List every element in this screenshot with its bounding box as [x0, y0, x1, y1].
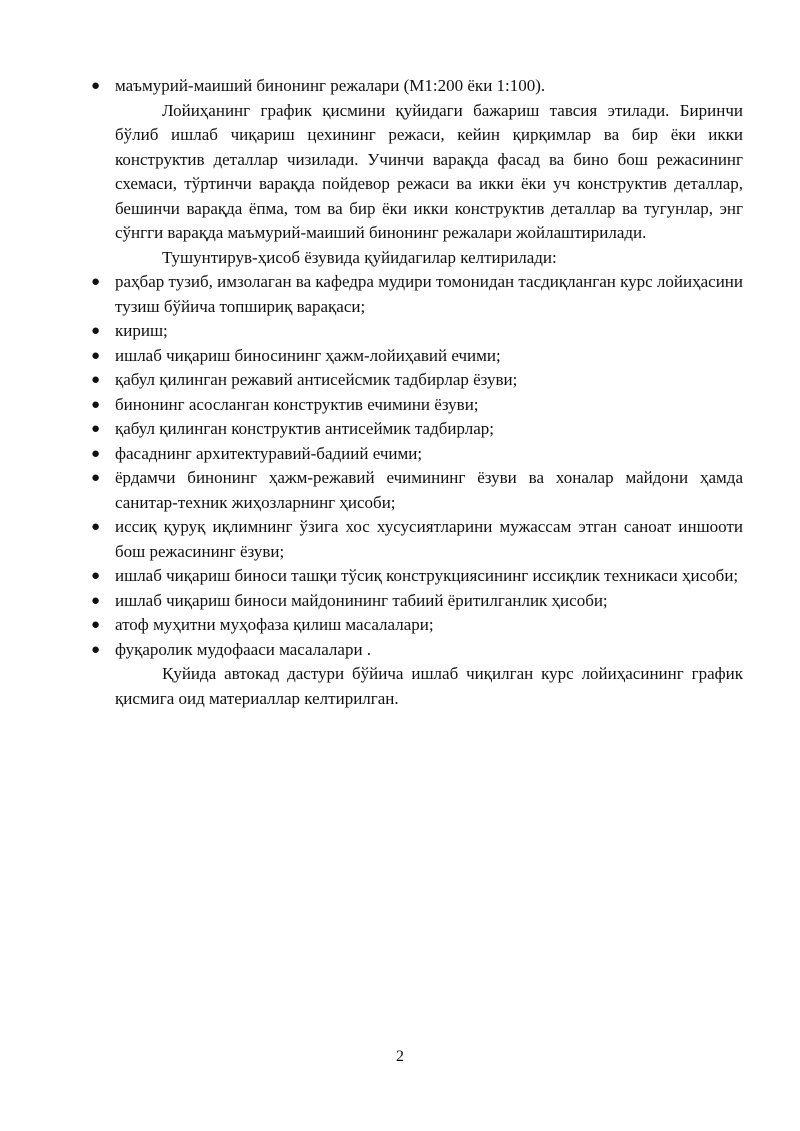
bullet-icon: ●	[91, 470, 101, 486]
list-item-text: фуқаролик мудофааси масалалари .	[115, 639, 372, 659]
list-item-text: бинонинг асосланган конструктив ечимини ёзуви;	[115, 394, 479, 414]
bullet-icon: ●	[91, 274, 101, 290]
bullet-icon: ●	[91, 445, 101, 462]
bullet-icon: ●	[91, 421, 101, 437]
list-item	[91, 589, 743, 614]
list-item	[91, 368, 743, 393]
list-item	[91, 638, 743, 663]
list-item-text: ишлаб чиқариш биноси ташқи тўсиқ конструкциясининг иссиқлик техникаси ҳисоби;	[115, 566, 739, 585]
list-item	[91, 270, 743, 319]
list-item-text: ишлаб чиқариш биносининг ҳажм-лойиҳавий ечими;	[115, 345, 501, 365]
list-item	[91, 613, 743, 638]
bullet-icon: ●	[91, 641, 101, 658]
bullet-icon: ●	[91, 372, 101, 388]
list-item	[91, 515, 743, 564]
bullet-list-contents	[91, 270, 743, 662]
list-item	[91, 442, 743, 467]
list-item-text: ёрдамчи бинонинг ҳажм-режавий ечимининг ёзуви ва хоналар майдони ҳамда санитар-техник жиҳозларнинг ҳисоби;	[115, 468, 743, 512]
list-item	[91, 564, 743, 589]
bullet-icon: ●	[91, 78, 101, 94]
list-item	[91, 344, 743, 369]
list-item-text: раҳбар тузиб, имзолаган ва кафедра мудири томонидан тасдиқланган курс лойиҳасини тузиш бўйича топшириқ варақаси;	[115, 272, 743, 316]
bullet-icon: ●	[91, 323, 101, 339]
paragraph-graphic-part: Лойиҳанинг график қисмини қуйидаги бажариш тавсия этилади. Биринчи бўлиб ишлаб чиқариш цехининг режаси, кейин қирқимлар ва бир ёки икки конструктив деталлар чизилади. Учинчи варақда фасад ва бино бош режасининг схемаси, тўртинчи варақда пойдевор режаси ва икки ёки уч конструктив деталлар, бешинчи варақда ёпма, том ва бир ёки икки конструктив деталлар ва тугунлар, энг сўнгги варақда маъмурий-маиший бинонинг режалари жойлаштирилади.	[115, 100, 743, 242]
list-item-text: қабул қилинган конструктив антисеймик тадбирлар;	[115, 419, 495, 438]
list-item	[91, 417, 743, 442]
list-item	[91, 466, 743, 515]
bullet-icon: ●	[91, 519, 101, 535]
page-number: 2	[396, 1048, 404, 1065]
bullet-icon: ●	[91, 396, 101, 413]
bullet-icon: ●	[91, 617, 101, 633]
list-item-text: ишлаб чиқариш биноси майдонининг табиий ёритилганлик ҳисоби;	[115, 590, 608, 610]
list-item-text: қабул қилинган режавий антисейсмик тадбирлар ёзуви;	[115, 370, 518, 389]
bullet-icon: ●	[91, 347, 101, 364]
list-item	[91, 319, 743, 344]
paragraph-autocad-materials: Қуйида автокад дастури бўйича ишлаб чиқилган курс лойиҳасининг график қисмига оид материаллар келтирилган.	[115, 664, 743, 708]
bullet-icon: ●	[91, 568, 101, 584]
list-item	[91, 74, 743, 99]
list-item-text: атоф муҳитни муҳофаза қилиш масалалари;	[115, 615, 434, 634]
list-item	[91, 393, 743, 418]
list-item-text: фасаднинг архитектуравий-бадиий ечими;	[115, 443, 423, 463]
paragraph-explanatory-note: Тушунтирув-ҳисоб ёзувида қуйидагилар келтирилади:	[162, 247, 557, 267]
page-body	[91, 74, 743, 711]
list-item-text: кириш;	[115, 321, 168, 340]
bullet-icon: ●	[91, 592, 101, 609]
list-item-text: иссиқ қуруқ иқлимнинг ўзига хос хусусиятларини мужассам этган саноат иншооти бош режасининг ёзуви;	[115, 517, 743, 561]
list-item-text: маъмурий-маиший бинонинг режалари (М1:200 ёки 1:100).	[115, 76, 546, 95]
bullet-list-top	[91, 74, 743, 99]
